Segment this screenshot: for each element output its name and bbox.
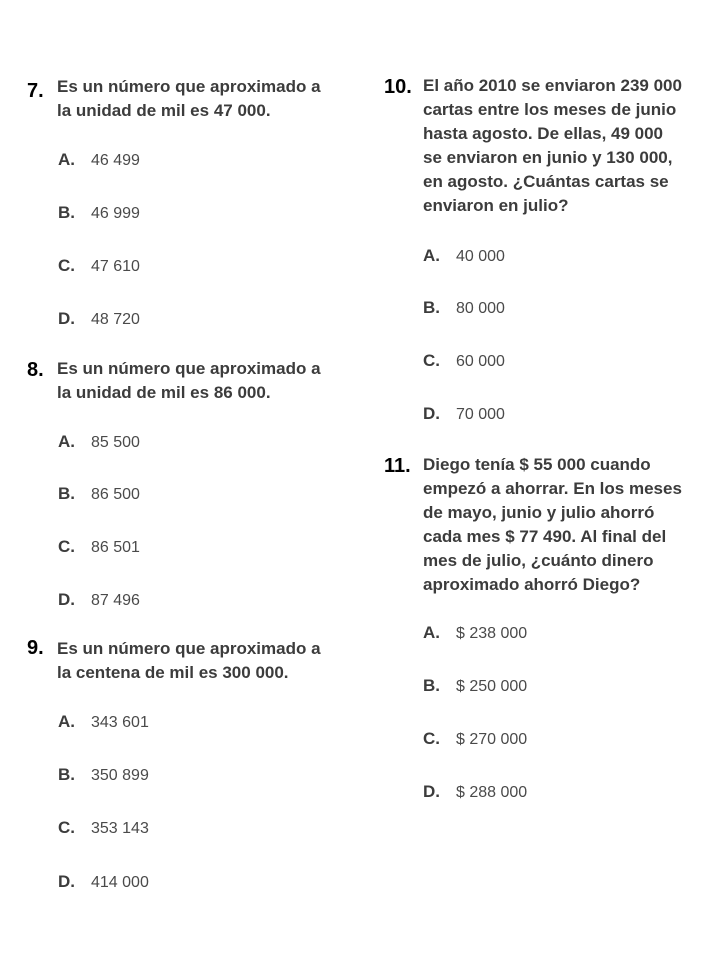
option-value: 87 496 xyxy=(91,592,140,609)
option-b[interactable] xyxy=(58,201,140,225)
question-number: 8. xyxy=(27,359,44,381)
option-d[interactable] xyxy=(58,307,140,331)
option-value: 60 000 xyxy=(456,353,505,370)
option-value: 86 500 xyxy=(91,486,140,503)
option-letter: C. xyxy=(58,818,75,837)
question-text: Diego tenía $ 55 000 cuando empezó a ahorrar. En los meses de mayo, junio y julio ahorró cada mes $ 77 490. Al final del mes de julio, ¿cuánto dinero aproximado ahorró Diego? xyxy=(423,455,682,594)
option-c[interactable] xyxy=(58,254,140,278)
option-a[interactable] xyxy=(58,710,149,734)
option-letter: B. xyxy=(58,765,75,784)
option-letter: D. xyxy=(58,872,75,891)
option-value: 46 499 xyxy=(91,152,140,169)
option-letter: A. xyxy=(423,623,440,642)
option-value: 414 000 xyxy=(91,874,149,891)
option-letter: A. xyxy=(58,150,75,169)
option-letter: D. xyxy=(423,782,440,801)
option-letter: B. xyxy=(423,298,440,317)
option-b[interactable] xyxy=(423,674,527,698)
option-value: 85 500 xyxy=(91,434,140,451)
option-letter: C. xyxy=(58,256,75,275)
question-text: Es un número que aproximado a la unidad de mil es 47 000. xyxy=(57,77,321,120)
question-number: 7. xyxy=(27,80,44,102)
option-letter: D. xyxy=(58,590,75,609)
option-c[interactable] xyxy=(423,727,527,751)
option-d[interactable] xyxy=(58,588,140,612)
option-b[interactable] xyxy=(58,482,140,506)
question-text: El año 2010 se enviaron 239 000 cartas entre los meses de junio hasta agosto. De ellas, 49 000 se enviaron en junio y 130 000, en agosto. ¿Cuántas cartas se enviaron en julio? xyxy=(423,76,682,215)
option-letter: A. xyxy=(423,246,440,265)
question-number: 10. xyxy=(384,76,412,98)
option-value: 70 000 xyxy=(456,406,505,423)
option-d[interactable] xyxy=(423,780,527,804)
option-value: 46 999 xyxy=(91,205,140,222)
option-letter: A. xyxy=(58,712,75,731)
option-letter: D. xyxy=(58,309,75,328)
option-a[interactable] xyxy=(423,244,505,268)
option-value: $ 288 000 xyxy=(456,784,528,801)
question-text: Es un número que aproximado a la centena de mil es 300 000. xyxy=(57,639,321,682)
question-number: 9. xyxy=(27,637,44,659)
option-letter: B. xyxy=(58,203,75,222)
option-value: $ 238 000 xyxy=(456,625,528,642)
option-a[interactable] xyxy=(58,430,140,454)
option-value: $ 270 000 xyxy=(456,731,528,748)
option-letter: B. xyxy=(423,676,440,695)
question-text: Es un número que aproximado a la unidad de mil es 86 000. xyxy=(57,359,321,402)
option-value: 343 601 xyxy=(91,714,149,731)
option-value: 40 000 xyxy=(456,248,505,265)
option-value: 48 720 xyxy=(91,311,140,328)
option-value: 80 000 xyxy=(456,300,505,317)
option-value: 350 899 xyxy=(91,767,149,784)
option-letter: D. xyxy=(423,404,440,423)
option-a[interactable] xyxy=(58,148,140,172)
option-letter: A. xyxy=(58,432,75,451)
option-d[interactable] xyxy=(423,402,505,426)
option-letter: C. xyxy=(423,729,440,748)
option-value: 353 143 xyxy=(91,820,149,837)
option-letter: C. xyxy=(58,537,75,556)
question-number: 11. xyxy=(384,455,411,477)
option-b[interactable] xyxy=(423,296,505,320)
option-c[interactable] xyxy=(423,349,505,373)
option-c[interactable] xyxy=(58,816,149,840)
option-letter: B. xyxy=(58,484,75,503)
option-a[interactable] xyxy=(423,621,527,645)
option-c[interactable] xyxy=(58,535,140,559)
option-d[interactable] xyxy=(58,870,149,894)
option-b[interactable] xyxy=(58,763,149,787)
option-value: $ 250 000 xyxy=(456,678,528,695)
option-value: 86 501 xyxy=(91,539,140,556)
option-letter: C. xyxy=(423,351,440,370)
option-value: 47 610 xyxy=(91,258,140,275)
